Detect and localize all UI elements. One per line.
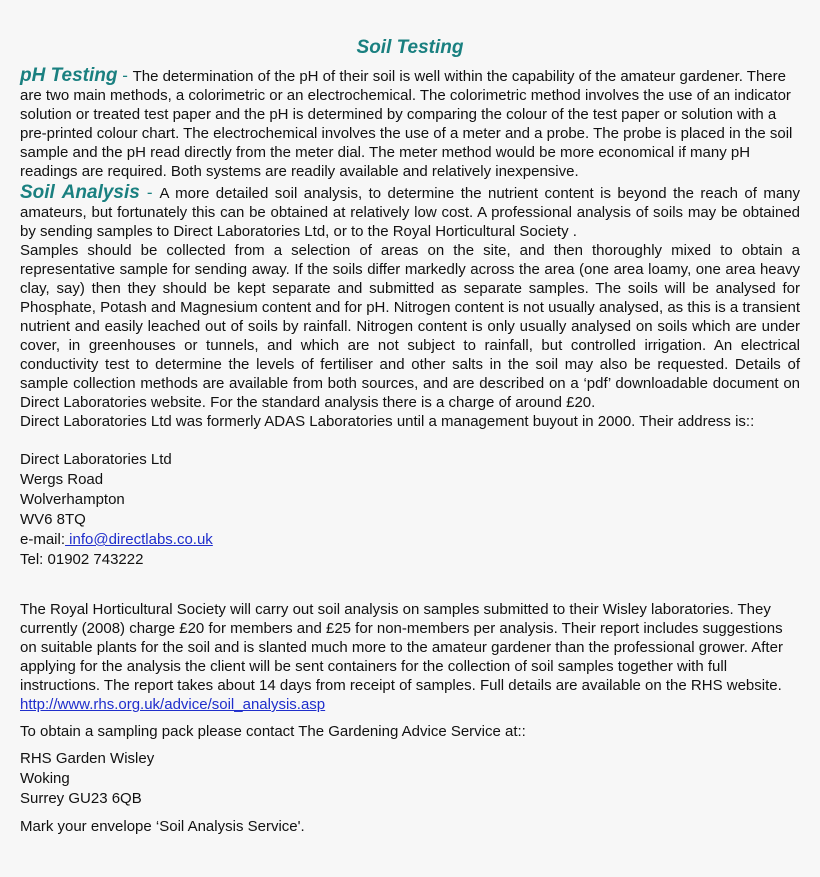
soil-analysis-heading: Soil Analysis <box>20 182 140 203</box>
samples-paragraph: Samples should be collected from a selection of areas on the site, and then thoroughly mixed to obtain a representative sample for sending away. If the soils differ markedly across the area (one area loamy, one area heavy clay, say) then they should be kept separate and submitted as separate samples. The soils will be analysed for Phosphate, Potash and Magnesium content and for pH. Nitrogen content is not usually analysed, as this is a transient nutrient and easily leached out of soils by rainfall. Nitrogen content is only usually analysed on soils which are under cover, in greenhouses or tunnels, and which are not subject to rainfall, but controlled irrigation. An electrical conductivity test to determine the levels of fertiliser and other salts in the soil may also be requested. Details of sample collection methods are available from both sources, and are described on a ‘pdf’ downloadable document on Direct Laboratories website. For the standard analysis there is a charge of around £20. <box>20 242 800 411</box>
address-line: Direct Laboratories Ltd <box>20 451 172 468</box>
address-line: RHS Garden Wisley <box>20 750 155 767</box>
email-line <box>20 530 800 550</box>
rhs-text: The Royal Horticultural Society will carry out soil analysis on samples submitted to their Wisley laboratories. They currently (2008) charge £20 for members and £25 for non-members per analysis. Their report includes suggestions on suitable plants for the soil and is slanted much more to the amateur gardener than the professional grower. After applying for the analysis the client will be sent containers for the collection of soil samples together with full instructions. The report takes about 14 days from receipt of samples. Full details are available on the RHS website. <box>20 601 783 694</box>
rhs-paragraph <box>20 600 800 714</box>
rhs-address <box>20 749 800 809</box>
rhs-website-link[interactable]: http://www.rhs.org.uk/advice/soil_analysis.asp <box>20 696 326 713</box>
address-line: Surrey GU23 6QB <box>20 790 142 807</box>
spacer <box>20 570 800 594</box>
ph-testing-dash: - <box>117 66 133 85</box>
ph-testing-paragraph <box>20 66 800 181</box>
tel-line: Tel: 01902 743222 <box>20 551 144 568</box>
ph-testing-heading: pH Testing <box>20 65 118 86</box>
ph-testing-text: The determination of the pH of their soil is well within the capability of the amateur gardener. There are two main methods, a colorimetric or an electrochemical. The colorimetric method involves the use of an indicator solution or treated test paper and the pH is determined by comparing the colour of the test paper or solution with a pre-printed colour chart. The electrochemical involves the use of a meter and a probe. The probe is placed in the soil sample and the pH read directly from the meter dial. The meter method would be more economical if many pH readings are required. Both systems are readily available and relatively inexpensive. <box>20 68 793 180</box>
email-link[interactable]: info@directlabs.co.uk <box>65 531 213 548</box>
direct-labs-address <box>20 450 800 570</box>
soil-analysis-paragraph <box>20 183 800 241</box>
address-line: Wergs Road <box>20 471 104 488</box>
soil-analysis-dash: - <box>139 183 160 202</box>
spacer <box>20 431 800 450</box>
page-title: Soil Testing <box>356 37 464 58</box>
formerly-paragraph: Direct Laboratories Ltd was formerly ADAS Laboratories until a management buyout in 2000. Their address is:: <box>20 413 755 430</box>
soil-analysis-text: A more detailed soil analysis, to determine the nutrient content is beyond the reach of many amateurs, but fortunately this can be obtained at relatively low cost. A professional analysis of soils may be obtained by sending samples to Direct Laboratories Ltd, or to the Royal Horticultural Society . <box>20 185 801 240</box>
contact-paragraph: To obtain a sampling pack please contact The Gardening Advice Service at:: <box>20 723 526 740</box>
email-label: e-mail: <box>20 531 66 548</box>
closing-paragraph: Mark your envelope ‘Soil Analysis Service'. <box>20 818 305 835</box>
address-line: Wolverhampton <box>20 491 125 508</box>
address-line: WV6 8TQ <box>20 511 86 528</box>
address-line: Woking <box>20 770 70 787</box>
